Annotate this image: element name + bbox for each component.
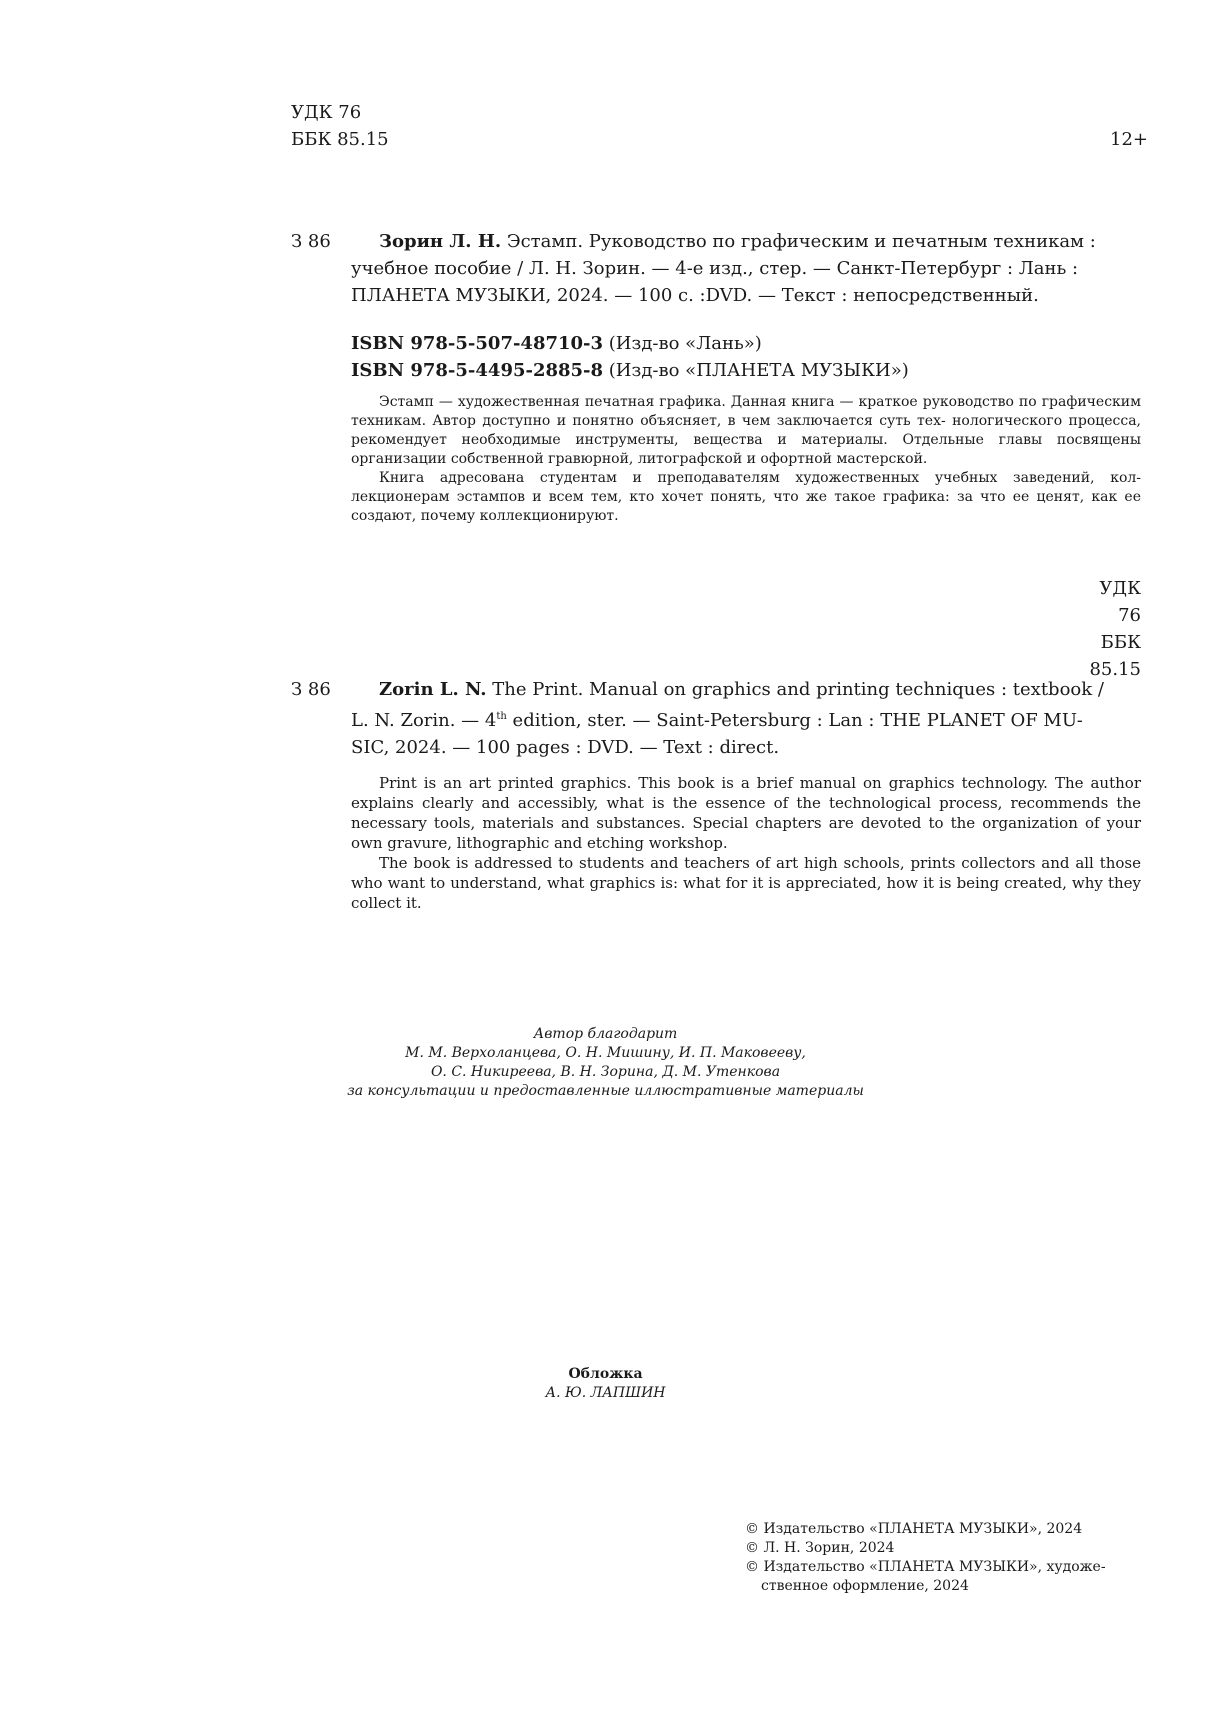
bbk-code: ББК 85.15 (1089, 632, 1141, 680)
copyright-line: © Издательство «ПЛАНЕТА МУЗЫКИ», 2024 (745, 1521, 1083, 1537)
acknowledgement (0, 1025, 1211, 1101)
copyright-notices (745, 1520, 1145, 1596)
isbn-number: ISBN 978-5-4495-2885-8 (351, 360, 604, 381)
entry-line: L. N. Zorin. — 4th edition, ster. — Saint-Petersburg : Lan : THE PLANET OF MU- (351, 710, 1083, 731)
abstract-paragraph: The book is addressed to students and teachers of art high schools, prints collectors and all those who want to understand, what graphics is: what for it is appreciated, how it is being created, why they collect it. (351, 854, 1141, 912)
isbn-publisher: (Изд-во «ПЛАНЕТА МУЗЫКИ») (603, 360, 909, 381)
isbn-publisher: (Изд-во «Лань») (603, 333, 762, 354)
ack-line: за консультации и предоставленные иллюстративные материалы (347, 1083, 864, 1099)
isbn-number: ISBN 978-5-507-48710-3 (351, 333, 604, 354)
age-rating: 12+ (1110, 129, 1148, 150)
author-name: Zorin L. N. (379, 679, 487, 700)
entry-line: Зорин Л. Н. Эстамп. Руководство по графическим и печатным техникам : (379, 231, 1096, 252)
isbn-block (351, 330, 909, 384)
abstract-paragraph: Print is an art printed graphics. This book is a brief manual on graphics technology. The author explains clearly and accessibly, what is the essence of the technological process, recommends the necessary tools, materials and substances. Special chapters are devoted to the organization of your own gravure, lithographic and etching workshop. (351, 774, 1141, 852)
isbn-line (351, 357, 909, 384)
cover-artist: А. Ю. ЛАПШИН (545, 1385, 666, 1401)
udk-code: УДК 76 (1099, 578, 1141, 626)
copyright-line: © Издательство «ПЛАНЕТА МУЗЫКИ», художе- ственное оформление, 2024 (745, 1559, 1106, 1594)
bbk-code: ББК 85.15 (291, 129, 389, 150)
ack-line: М. М. Верхоланцева, О. Н. Мишину, И. П. Маковееву, (405, 1045, 806, 1061)
bibliographic-entry-en (291, 676, 1141, 761)
isbn-line (351, 330, 909, 357)
author-code: З 86 (291, 231, 331, 252)
entry-line: Zorin L. N. The Print. Manual on graphics and printing techniques : textbook / (379, 679, 1104, 700)
header-classification (291, 99, 389, 153)
cover-credit (0, 1365, 1211, 1403)
abstract-paragraph: Эстамп — художественная печатная графика. Данная книга — краткое руководство по графическим техникам. Автор доступно и понятно объясняет, в чем заключается суть тех- нологического процесса, рекомендует необходимые инструменты, вещества и материалы. Отдельные главы посвящены организации собственной гравюрной, литографской и офортной мастерской. (351, 394, 1142, 467)
abstract-paragraph: Книга адресована студентам и преподавателям художественных учебных заведений, кол- лекционерам эстампов и всем тем, кто хочет понять, что же такое графика: за что ее ценят, как ее создают, почему коллекционируют. (351, 470, 1141, 524)
entry-line: SIC, 2024. — 100 pages : DVD. — Text : direct. (351, 737, 780, 758)
ack-line: О. С. Никиреева, В. Н. Зорина, Д. М. Утенкова (430, 1064, 781, 1080)
copyright-line: © Л. Н. Зорин, 2024 (745, 1540, 895, 1556)
classification-bottom (1071, 575, 1141, 683)
author-code: З 86 (291, 679, 331, 700)
udk-code: УДК 76 (291, 102, 362, 123)
bibliographic-entry-ru (291, 228, 1141, 309)
author-name: Зорин Л. Н. (379, 231, 502, 252)
ack-line: Автор благодарит (533, 1026, 678, 1042)
entry-line: учебное пособие / Л. Н. Зорин. — 4-е изд., стер. — Санкт-Петербург : Лань : (351, 258, 1079, 279)
cover-label: Обложка (568, 1366, 643, 1382)
abstract-ru (351, 393, 1141, 526)
abstract-en (351, 773, 1141, 913)
entry-line: ПЛАНЕТА МУЗЫКИ, 2024. — 100 с. :DVD. — Текст : непосредственный. (351, 285, 1039, 306)
